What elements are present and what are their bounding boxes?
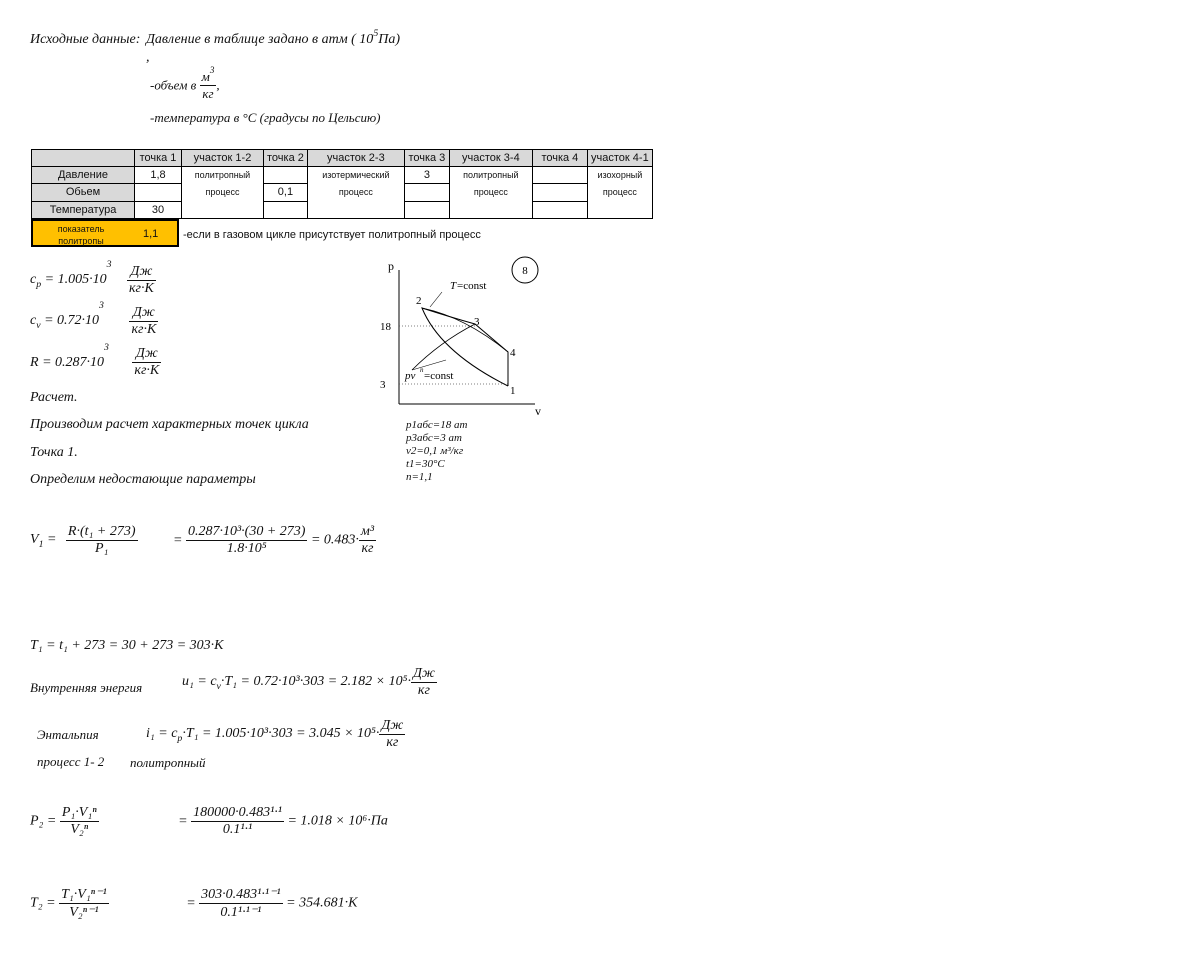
axis-v-label: v: [535, 404, 541, 418]
enthalpy-label: Энтальпия: [37, 727, 99, 742]
r-constant: [30, 341, 161, 379]
cell-process41-blank: [587, 201, 652, 218]
cell-process12: [182, 167, 264, 202]
v1-num: R·(t₁ + 273): [67, 524, 136, 539]
volume-unit-den: кг: [202, 86, 214, 101]
process12-line2: процесс: [205, 187, 240, 197]
header-point1: точка 1: [135, 150, 182, 167]
cv-unit: [129, 305, 158, 338]
row-label-volume: Обьем: [32, 184, 135, 201]
u1-unit-den: кг: [417, 683, 430, 698]
t-const-T: T: [450, 280, 457, 292]
poly-index-label: показатель политропы: [57, 224, 105, 246]
v1-formula: $V_1$ = $\frac{\text{R·(t₁ + 273)}}{\text{P₁}}$ = $\frac{\text{0.287·10³·(30 + 273)}}{\text{1.8·10⁵}}$ = 0.483· $\frac{\text{м³}}{кг}$: [30, 524, 375, 556]
given-v2: v2=0,1 м³/кг: [406, 445, 464, 457]
row-label-temperature: Температура: [32, 201, 135, 218]
p2-num: P₁·V₁ⁿ: [61, 805, 97, 820]
t2-result: = 354.681·K: [286, 895, 358, 911]
pressure-note: [146, 28, 400, 48]
i1-lhs: i₁ = c: [146, 725, 178, 741]
cell-process12-blank: [182, 201, 264, 218]
pv-label: pv: [405, 370, 416, 382]
cell-p1-volume: [135, 184, 182, 201]
volume-unit-m: м: [201, 69, 210, 84]
comma: ,: [146, 50, 150, 65]
i1-formula: $i_1 = c_p\cdot T_1 = 1.005\cdot 10^3\cdot 303 = 3.045 \times 10^5\cdot$ $\frac{Дж}{кг}$: [146, 718, 404, 750]
i1-unit-num: Дж: [381, 718, 404, 733]
process12-line1: политропный: [194, 170, 251, 180]
cell-process34-blank: [449, 201, 532, 218]
t1-formula: T₁ = t₁ + 273 = 30 + 273 = 303·K: [30, 638, 224, 653]
u1-unit: [411, 666, 437, 699]
header-label: Исходные данные:: [30, 32, 141, 47]
cv-sub: v: [36, 319, 41, 331]
v1-result: = 0.483·: [310, 532, 359, 548]
cell-p4-volume: [532, 184, 587, 201]
point1-heading: Точка 1.: [30, 445, 78, 460]
cp-exp: 3: [106, 258, 112, 270]
v1-symbol: V: [30, 531, 39, 547]
cell-process23-blank: [307, 201, 404, 218]
r-unit-num: Дж: [132, 346, 161, 363]
volume-unit-num: [200, 65, 217, 86]
header-process23: участок 2-3: [307, 150, 404, 167]
pt-3: 3: [474, 316, 480, 328]
t-leader: [430, 292, 442, 307]
t2-den: V₂ⁿ⁻¹: [69, 905, 99, 920]
cv-constant: [30, 299, 158, 338]
volume-note: [150, 65, 220, 102]
cell-p3-volume: [404, 184, 449, 201]
temp-note: -температура в °С (градусы по Цельсию): [150, 110, 381, 125]
poly-index-value: 1,1: [143, 228, 159, 240]
tick-3: 3: [380, 379, 386, 391]
v1-unit-den: кг: [361, 541, 374, 556]
cell-p1-pressure: 1,8: [135, 167, 182, 184]
i1-unit: [379, 718, 405, 751]
pressure-exp: 5: [373, 28, 379, 39]
u1-formula: $u_1 = c_v\cdot T_1 = 0.72\cdot 10^3\cdot 303 = 2.182 \times 10^5\cdot$ $\frac{Дж}{кг}$: [182, 666, 435, 698]
given-values: [406, 419, 467, 484]
v1-frac2: [186, 524, 307, 557]
poly-note: -если в газовом цикле присутствует политропный процесс: [183, 229, 481, 241]
p2-lhs: P₂ =: [30, 813, 57, 829]
cv-unit-den: кг·K: [131, 322, 157, 337]
header-process34: участок 3-4: [449, 150, 532, 167]
cp-unit-den: кг·K: [128, 281, 154, 296]
p2-formula: P₂ = $\frac{\text{P₁·V₁ⁿ}}{\text{V₂ⁿ}}$ = $\frac{\text{180000·0.483¹·¹}}{\text{0.1¹·¹}}$ = 1.018 × 10⁶·Па: [30, 805, 388, 837]
r-unit-den: кг·K: [134, 363, 160, 378]
cell-p3-temperature: [404, 201, 449, 218]
polytrope-curve: [412, 324, 475, 370]
missing-params-text: Определим недостающие параметры: [30, 472, 256, 487]
r-value: = 0.287·10: [42, 354, 105, 370]
pv-exp: n: [420, 366, 424, 374]
u1-rest: ·T₁ = 0.72·10³·303 = 2.182 × 10⁵·: [220, 673, 411, 689]
p2-den2: 0.1¹·¹: [222, 822, 253, 837]
v1-den2: 1.8·10⁵: [226, 541, 267, 556]
r-unit: [132, 346, 161, 379]
pt-1: 1: [510, 385, 516, 397]
process23-line1: изотермический: [322, 170, 390, 180]
header-point3: точка 3: [404, 150, 449, 167]
cp-sub: p: [36, 278, 42, 290]
v1-den: P₁: [95, 541, 109, 556]
internal-energy-label: Внутренняя энергия: [30, 680, 143, 695]
header-point4: точка 4: [532, 150, 587, 167]
r-symbol: R: [30, 354, 39, 370]
t-const-label: =const: [457, 280, 487, 292]
pt-4: 4: [510, 347, 516, 359]
pv-const-label: =const: [424, 370, 454, 382]
t2-num: T₁·V₁ⁿ⁻¹: [61, 887, 107, 902]
cp-constant: [30, 258, 156, 297]
pt-2: 2: [416, 295, 422, 307]
cell-p2-temperature: [264, 201, 308, 218]
t2-frac2: [199, 886, 282, 921]
calc-points-text: Производим расчет характерных точек цикла: [30, 417, 309, 432]
table-corner: [32, 150, 135, 167]
cell-process34: [449, 167, 532, 202]
poly-index-box: [31, 219, 179, 247]
t2-frac: [59, 886, 109, 921]
cp-unit-num: Дж: [127, 264, 156, 281]
v1-frac: [66, 524, 138, 557]
given-p3: p3абс=3 ат: [406, 432, 462, 444]
t2-den2: 0.1¹·¹⁻¹: [220, 905, 262, 920]
v1-num2: 0.287·10³·(30 + 273): [187, 524, 306, 539]
cell-process41: [587, 167, 652, 202]
given-t1: t1=30°C: [406, 458, 445, 470]
t2-lhs: T₂ =: [30, 895, 56, 911]
process41-line2: процесс: [602, 187, 637, 197]
cell-p2-pressure: [264, 167, 308, 184]
p2-result: = 1.018 × 10⁶·Па: [287, 813, 388, 829]
process23-line2: процесс: [338, 187, 373, 197]
p2-frac2: [191, 805, 284, 838]
header-point2: точка 2: [264, 150, 308, 167]
volume-unit-exp: 3: [209, 65, 215, 75]
cv-value: = 0.72·10: [44, 312, 100, 328]
cp-unit: [127, 264, 156, 297]
volume-unit: [200, 65, 220, 102]
u1-lhs: u₁ = c: [182, 673, 217, 689]
i1-unit-den: кг: [386, 735, 399, 750]
header-process41: участок 4-1: [587, 150, 652, 167]
pressure-note-text: Давление в таблице задано в атм ( 10: [146, 32, 374, 47]
cell-p1-temperature: 30: [135, 201, 182, 218]
process34-line1: политропный: [463, 170, 519, 180]
p2-den: V₂ⁿ: [70, 822, 89, 837]
volume-tail: ,: [216, 77, 220, 93]
p2-num2: 180000·0.483¹·¹: [193, 805, 282, 820]
given-n: n=1,1: [406, 471, 433, 483]
volume-note-text: -объем в: [150, 77, 197, 93]
v1-unit-num: м³: [360, 524, 375, 539]
cv-unit-num: Дж: [129, 305, 158, 322]
cv-exp: 3: [99, 299, 104, 311]
polytropic-label: политропный: [130, 755, 206, 770]
t2-formula: T₂ = $\frac{\text{T₁·V₁ⁿ⁻¹}}{\text{V₂ⁿ⁻¹}}$ = $\frac{\text{303·0.483¹·¹⁻¹}}{\text{0.1¹·¹⁻¹}}$ = 354.681·K: [30, 887, 358, 920]
p2-frac: [60, 805, 99, 838]
calc-heading: Расчет.: [30, 390, 78, 405]
v1-sub: 1: [38, 538, 44, 550]
diagram-badge: 8: [522, 265, 528, 277]
axis-p-label: p: [388, 259, 394, 273]
process34-line2: процесс: [473, 187, 508, 197]
v1-unit: [359, 524, 376, 557]
u1-unit-num: Дж: [412, 666, 435, 681]
pressure-unit: Па): [378, 32, 400, 47]
cp-symbol: c: [30, 271, 37, 287]
cell-p4-temperature: [532, 201, 587, 218]
cp-value: = 1.005·10: [44, 271, 107, 287]
data-table: [31, 149, 653, 219]
cell-p4-pressure: [532, 167, 587, 184]
r-exp: 3: [104, 341, 109, 353]
i1-rest: ·T₁ = 1.005·10³·303 = 3.045 × 10⁵·: [182, 725, 380, 741]
process41-line1: изохорный: [597, 170, 643, 180]
cv-symbol: c: [30, 312, 37, 328]
process12-label: процесс 1- 2: [37, 754, 105, 769]
given-p1: p1абс=18 ат: [406, 419, 468, 431]
row-label-pressure: Давление: [32, 167, 135, 184]
header-process12: участок 1-2: [182, 150, 264, 167]
cell-p2-volume: 0,1: [264, 184, 308, 201]
pv-diagram: [370, 252, 550, 422]
cell-process23: [307, 167, 404, 202]
cell-p3-pressure: 3: [404, 167, 449, 184]
t2-num2: 303·0.483¹·¹⁻¹: [201, 887, 281, 902]
tick-18: 18: [380, 321, 391, 333]
